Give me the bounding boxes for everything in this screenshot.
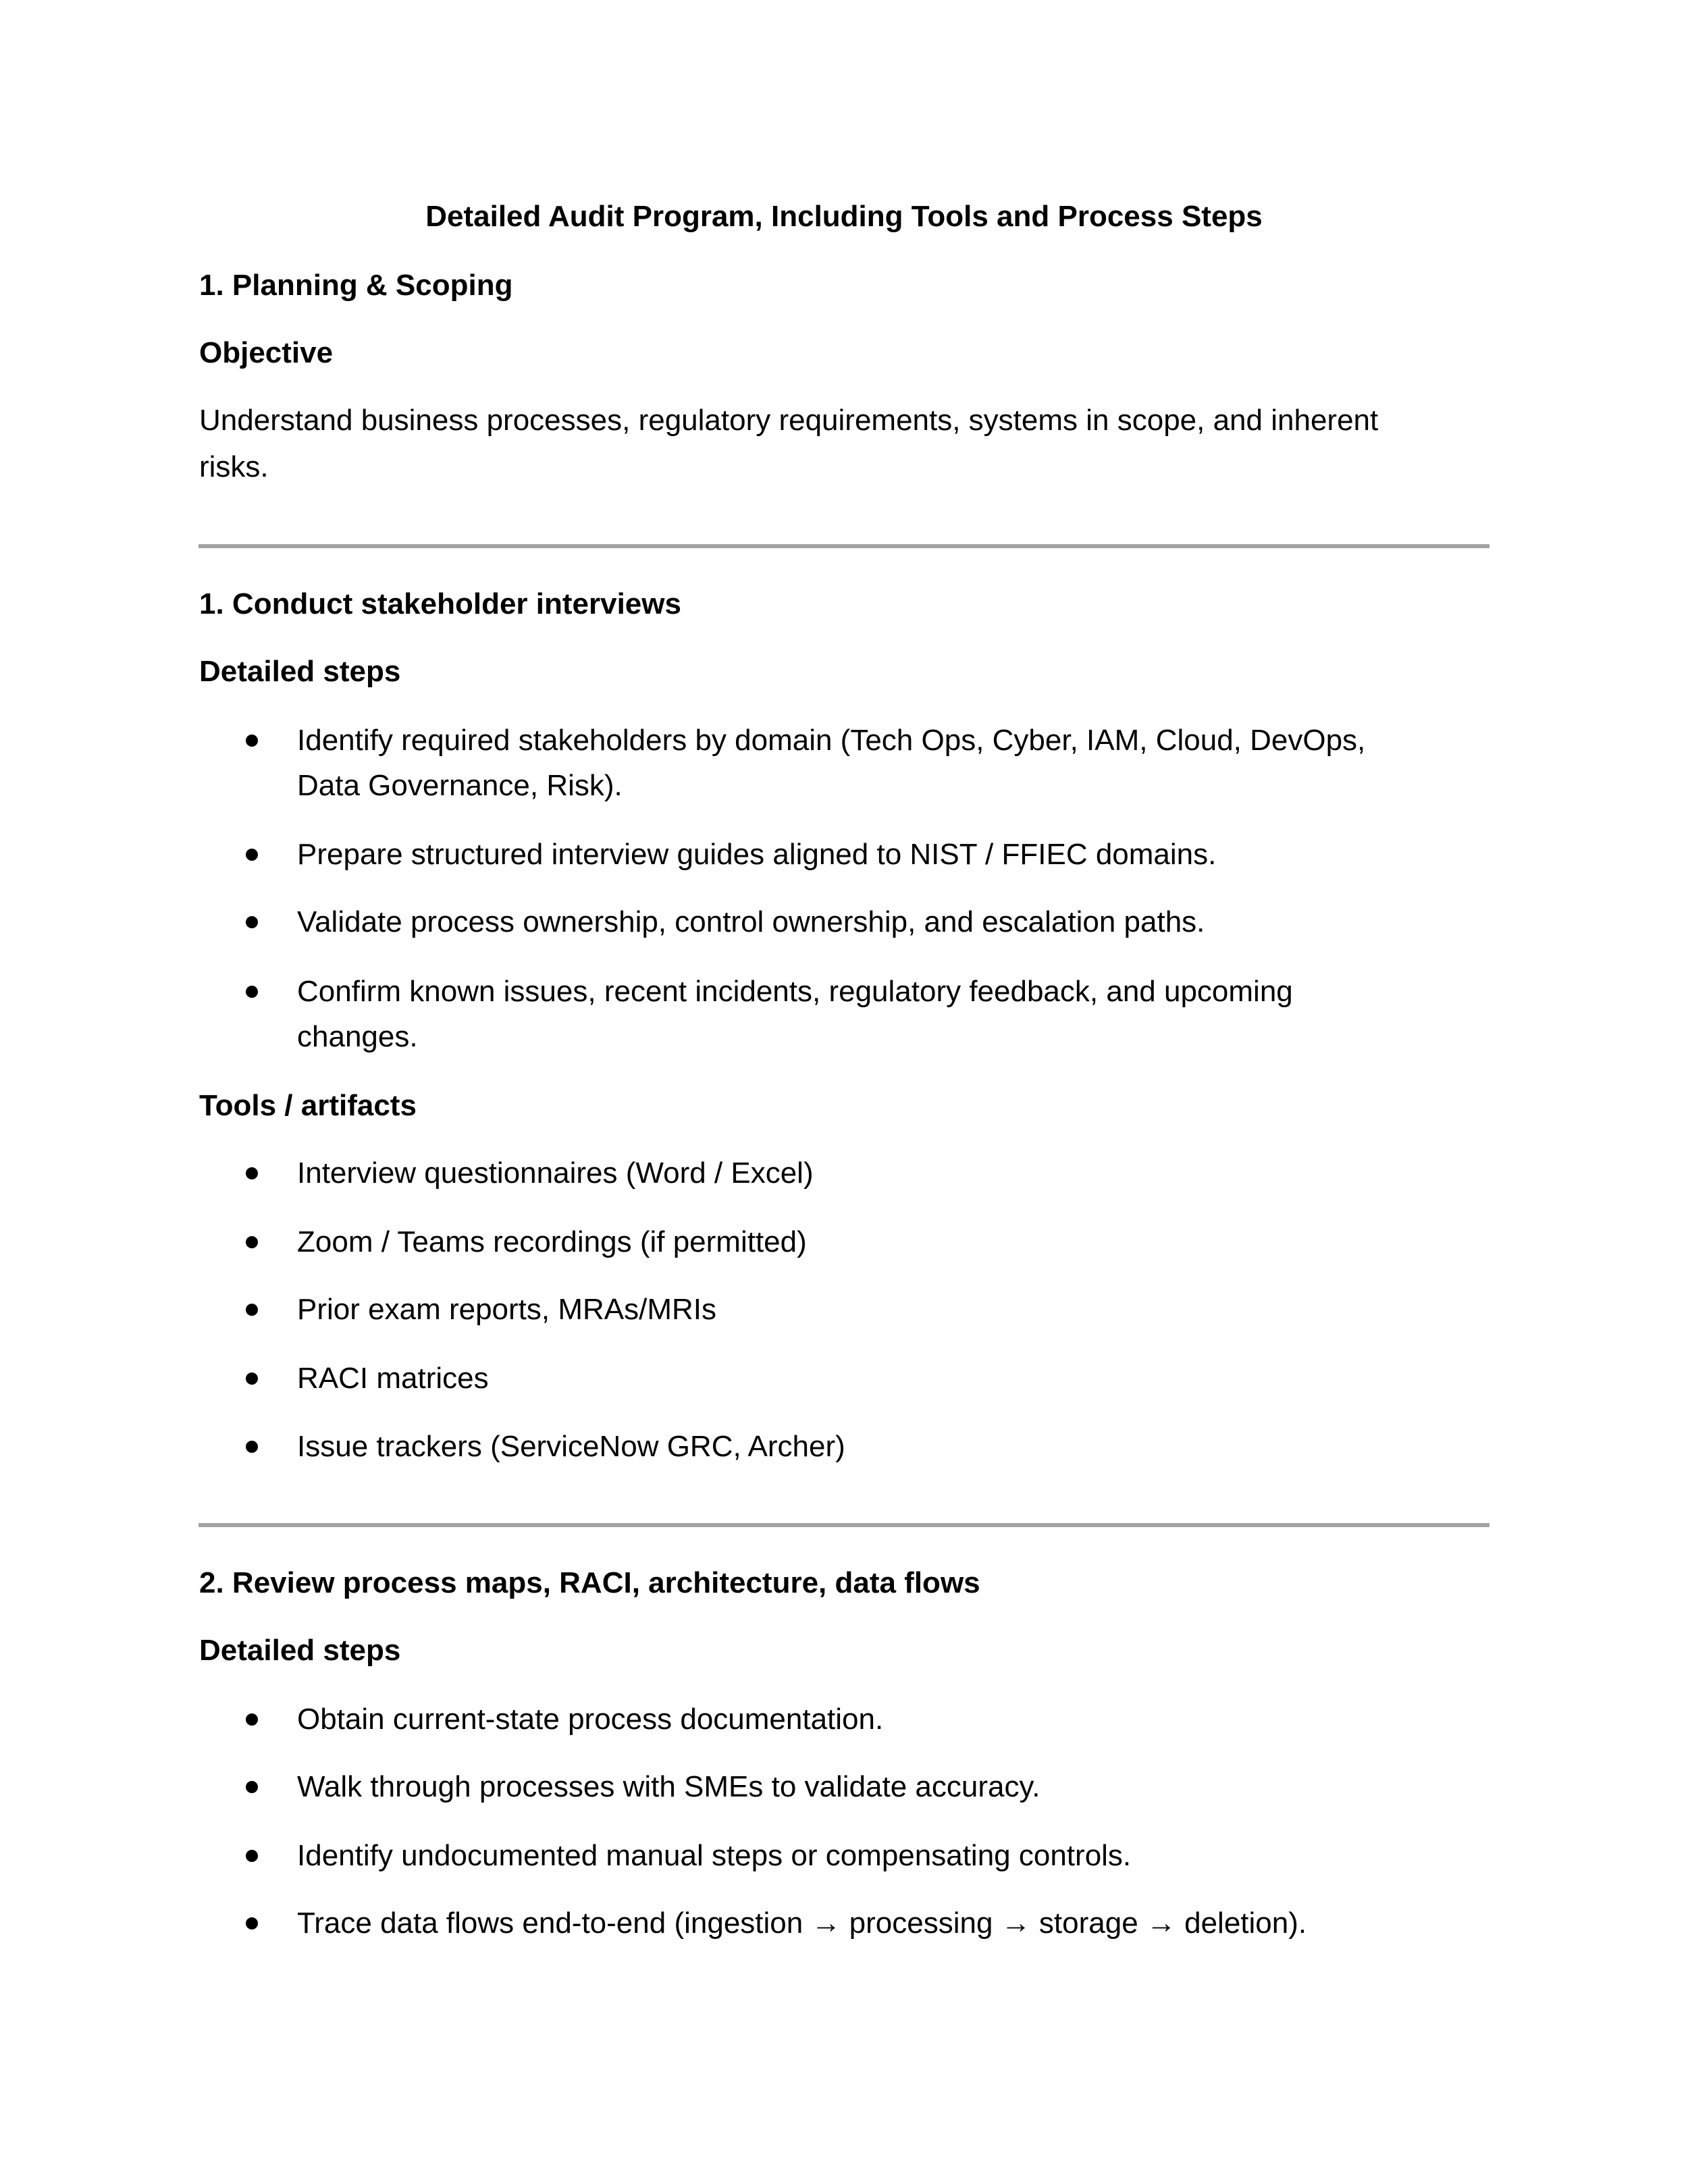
section-heading-stakeholder-interviews: 1. Conduct stakeholder interviews bbox=[199, 587, 681, 620]
bullet-icon bbox=[246, 1167, 258, 1179]
bullet-icon bbox=[246, 1304, 258, 1316]
objective-text-line-2: risks. bbox=[199, 450, 269, 483]
bullet-icon bbox=[246, 1441, 258, 1453]
section-divider bbox=[199, 1523, 1489, 1527]
list-item-text: Validate process ownership, control ownership, and escalation paths. bbox=[297, 905, 1205, 938]
document-title: Detailed Audit Program, Including Tools and Process Steps bbox=[425, 200, 1263, 233]
bullet-icon bbox=[246, 1373, 258, 1385]
list-item-text: Confirm known issues, recent incidents, regulatory feedback, and upcoming bbox=[297, 975, 1293, 1008]
list-item-text: Identify undocumented manual steps or compensating controls. bbox=[297, 1839, 1132, 1872]
list-item-text: Issue trackers (ServiceNow GRC, Archer) bbox=[297, 1430, 845, 1463]
objective-label: Objective bbox=[199, 336, 334, 369]
list-item-text: RACI matrices bbox=[297, 1362, 489, 1395]
bullet-icon bbox=[246, 1850, 258, 1862]
objective-text-line-1: Understand business processes, regulatory requirements, systems in scope, and inherent bbox=[199, 404, 1379, 437]
section-heading-review-process-maps: 2. Review process maps, RACI, architecture, data flows bbox=[199, 1566, 980, 1599]
section-divider bbox=[199, 544, 1489, 548]
tools-artifacts-label: Tools / artifacts bbox=[199, 1089, 417, 1122]
list-item-text: Prior exam reports, MRAs/MRIs bbox=[297, 1293, 716, 1326]
phase-heading: 1. Planning & Scoping bbox=[199, 269, 513, 302]
list-item-text: Trace data flows end-to-end (ingestion → processing → storage → deletion). bbox=[297, 1907, 1307, 1940]
list-item-text: Interview questionnaires (Word / Excel) bbox=[297, 1156, 814, 1190]
bullet-icon bbox=[246, 1917, 258, 1929]
list-item-text: Prepare structured interview guides aligned to NIST / FFIEC domains. bbox=[297, 838, 1217, 871]
bullet-icon bbox=[246, 1713, 258, 1726]
detailed-steps-label: Detailed steps bbox=[199, 1634, 401, 1667]
bullet-icon bbox=[246, 735, 258, 747]
list-item-text: Walk through processes with SMEs to validate accuracy. bbox=[297, 1770, 1040, 1803]
list-item-text: Obtain current-state process documentation. bbox=[297, 1703, 884, 1736]
bullet-icon bbox=[246, 916, 258, 928]
bullet-icon bbox=[246, 986, 258, 998]
bullet-icon bbox=[246, 1236, 258, 1248]
list-item-text: Identify required stakeholders by domain (Tech Ops, Cyber, IAM, Cloud, DevOps, bbox=[297, 724, 1366, 757]
bullet-icon bbox=[246, 1781, 258, 1793]
list-item-text-continued: Data Governance, Risk). bbox=[297, 769, 623, 802]
bullet-icon bbox=[246, 849, 258, 861]
list-item-text-continued: changes. bbox=[297, 1020, 418, 1053]
detailed-steps-label: Detailed steps bbox=[199, 655, 401, 688]
list-item-text: Zoom / Teams recordings (if permitted) bbox=[297, 1225, 807, 1258]
